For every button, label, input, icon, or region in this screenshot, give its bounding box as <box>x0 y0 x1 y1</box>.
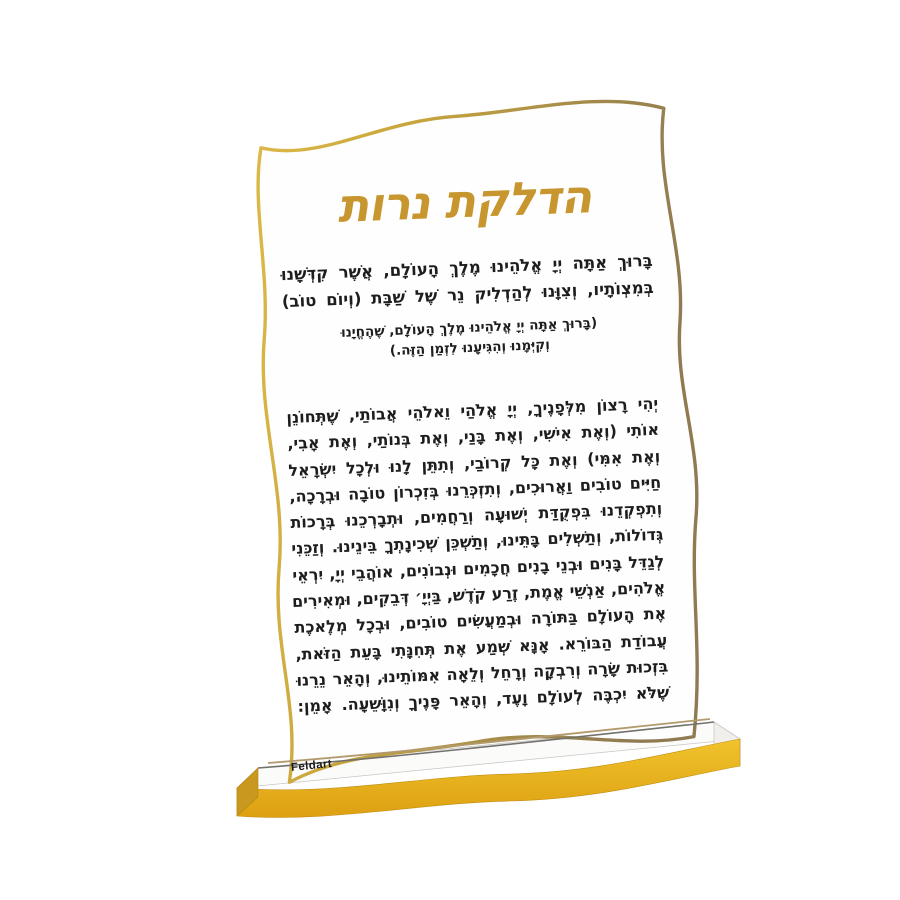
prayer-line: וְאֶת אִמִּי) וְאֶת כָּל קְרוֹבַי, וְתִתֵּן לָנוּ וּלְכָל יִשְׂרָאֵל <box>288 446 661 480</box>
blessing-line: בָּרוּךְ אַתָּה יְיָ אֱלֹהֵינוּ מֶלֶךְ הָעוֹלָם, אֲשֶׁר קִדְּשָׁנוּ <box>280 250 653 285</box>
prayer-line: לְגַדֵּל בָּנִים וּבְנֵי בָנִים חֲכָמִים וּנְבוֹנִים, אוֹהֲבֵי יְיָ, יִרְאֵי <box>292 551 665 585</box>
prayer-line: אֶת הָעוֹלָם בַּתּוֹרָה וּבְמַעֲשִׂים טוֹבִים, וּבְכָל מְלֶאכֶת <box>294 603 667 638</box>
prayer-line: יְהִי רָצוֹן מִלְּפָנֶיךָ, יְיָ אֱלֹהַי וֵאלֹהֵי אֲבוֹתַי, שֶׁתְּחוֹנֵן <box>286 393 659 428</box>
prayer-line: בִּזְכוּת שָׂרָה וְרִבְקָה וְרָחֵל וְלֵאָה אִמּוֹתֵינוּ, וְהָאֵר נֵרֵנוּ <box>296 656 669 690</box>
brand-label: Feldart <box>290 758 333 774</box>
prayer-line: חַיִּים טוֹבִים וַאֲרוּכִים, וְתִזְכְּרֵנוּ בְּזִכְרוֹן טוֹבָה וּבְרָכָה, <box>289 472 662 506</box>
prayer-line: עֲבוֹדַת הַבּוֹרֵא. אָנָּא שְׁמַע אֶת תְּחִנָּתִי בָּעֵת הַזֹּאת, <box>295 630 668 664</box>
shehecheyanu-blessing <box>283 311 656 365</box>
prayer-line: אֱלֹהִים, אַנְשֵׁי אֱמֶת, זֶרַע קֹדֶשׁ, בַּיְיָ׳ דְּבֵקִים, וּמְאִירִים <box>291 577 666 612</box>
prayer-line: שֶׁלֹּא יִכְבֶּה לְעוֹלָם וָעֶד, וְהָאֵר פָּנֶיךָ וְנִוָּשֵׁעָה. אָמֵן: <box>297 682 670 717</box>
plaque-title-hadlokas-neiros: הדלקת נרות <box>336 169 592 233</box>
prayer-line: וְתִפְקְדֵנוּ בִּפְקֻדַּת יְשׁוּעָה וְרַחֲמִים, וּתְבָרְכֵנוּ בְּרָכוֹת <box>290 498 663 533</box>
plaque-text-panel <box>277 153 672 777</box>
prayer-line: אוֹתִי (וְאֶת אִישִׁי, וְאֶת בָּנַי, וְאֶת בְּנוֹתַי, וְאֶת אָבִי, <box>287 420 660 454</box>
blessing-line: בְּמִצְוֹתָיו, וְצִוָּנוּ לְהַדְלִיק נֵר שֶׁל שַׁבָּת (וְיוֹם טוֹב) <box>281 277 655 312</box>
prayer-line: גְּדוֹלוֹת, וְתַשְׁלִים בָּתֵּינוּ, וְתַשְׁכֵּן שְׁכִינָתְךָ בֵּינֵינוּ. וְזַכֵּנִי <box>291 525 664 559</box>
shehecheyanu-line: (בָּרוּךְ אַתָּה יְיָ אֱלֹהֵינוּ מֶלֶךְ הָעוֹלָם, שֶׁהֶחֱיָנוּ <box>340 315 598 341</box>
candle-lighting-blessing <box>280 247 654 315</box>
yehi-ratzon-prayer <box>286 391 670 721</box>
shehecheyanu-line: וְקִיְּמָנוּ וְהִגִּיעָנוּ לִזְמַן הַזֶּה.) <box>389 336 551 360</box>
